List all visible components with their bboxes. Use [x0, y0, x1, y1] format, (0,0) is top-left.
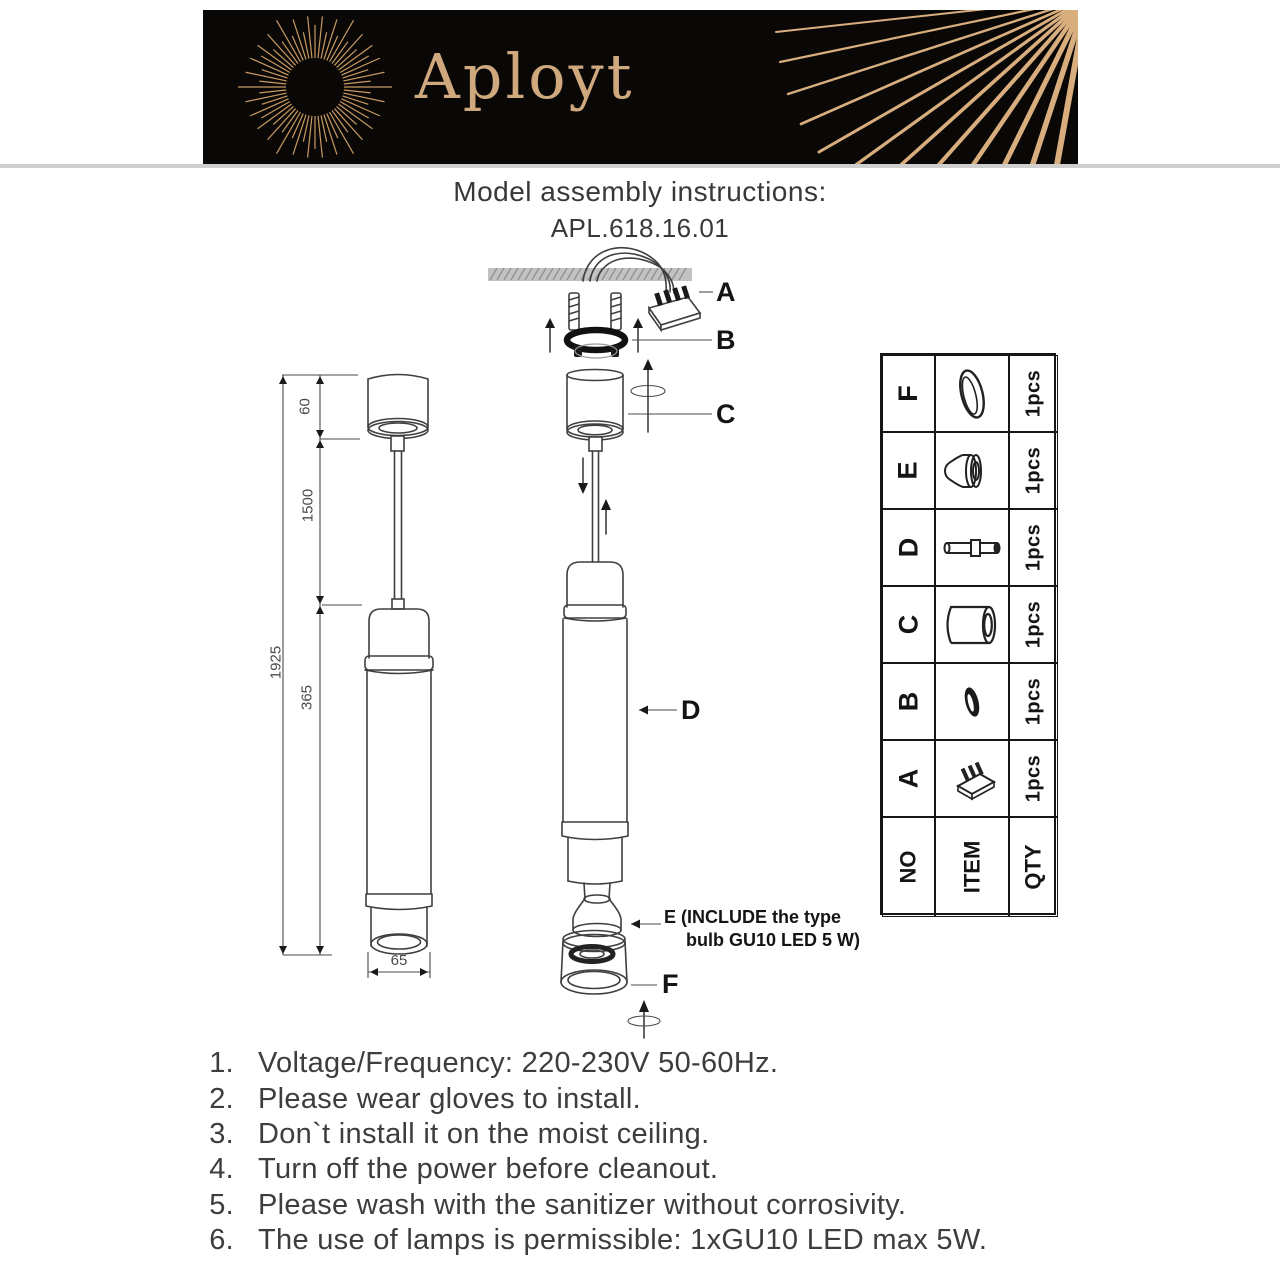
table-row-c-no: C [882, 586, 935, 663]
item-text: The use of lamps is permissible: 1xGU10 LED max 5W. [258, 1224, 988, 1257]
part-label-e-note [664, 906, 860, 952]
part-label-c: C [716, 399, 736, 429]
list-item [196, 1046, 1096, 1081]
model-number: APL.618.16.01 [550, 213, 730, 243]
left-pendant-drawing [365, 375, 433, 955]
wire-connector-icon [935, 740, 1009, 817]
item-text: Don`t install it on the moist ceiling. [258, 1117, 710, 1150]
table-row-f-qty: 1pcs [1009, 355, 1058, 432]
e-note-line2: bulb GU10 LED 5 W) [686, 930, 861, 950]
canopy [567, 370, 623, 452]
wall-anchors [569, 293, 621, 330]
table-row-b-qty: 1pcs [1009, 663, 1058, 740]
list-item [196, 1188, 1096, 1223]
table-row-a-no: A [882, 740, 935, 817]
part-label-b: B [716, 325, 736, 355]
item-number: 2. [209, 1082, 234, 1115]
item-text: Please wash with the sanitizer without corrosivity. [258, 1188, 907, 1221]
e-note-line1: E (INCLUDE the type [664, 907, 842, 927]
table-row-a-qty: 1pcs [1009, 740, 1058, 817]
table-header-item: ITEM [935, 817, 1009, 917]
dimension-canopy-height: 60 [296, 398, 314, 415]
decorative-ring-icon [935, 355, 1009, 432]
part-label-d: D [681, 695, 701, 725]
part-label-f: F [662, 969, 679, 999]
dimension-body-height: 365 [298, 684, 316, 711]
lamp-socket [573, 883, 621, 937]
mounting-ring-icon [935, 663, 1009, 740]
dimension-total-height: 1925 [267, 645, 285, 680]
lamp-socket-icon [935, 432, 1009, 509]
item-number: 6. [209, 1224, 234, 1257]
table-header-no: NO [882, 817, 935, 917]
brand-logo-text: Aployt [415, 40, 635, 113]
table-row-e-qty: 1pcs [1009, 432, 1058, 509]
table-row-b-no: B [882, 663, 935, 740]
item-number: 1. [209, 1047, 234, 1080]
item-text: Please wear gloves to install. [258, 1082, 641, 1115]
decorative-ring [561, 931, 627, 995]
table-row-f-no: F [882, 355, 935, 432]
mounting-ring [567, 330, 625, 358]
table-row-c-qty: 1pcs [1009, 586, 1058, 663]
pendant-tube-icon [935, 509, 1009, 586]
dimension-cable-length: 1500 [299, 488, 317, 523]
rotate-arrow-bottom [628, 1000, 660, 1038]
list-item [196, 1081, 1096, 1116]
lamp-body [562, 562, 628, 884]
instructions-list [196, 1046, 1096, 1258]
list-item [196, 1223, 1096, 1258]
item-number: 3. [209, 1117, 234, 1150]
page-title: Model assembly instructions: [453, 176, 827, 207]
part-label-a: A [716, 277, 736, 307]
table-header-qty: QTY [1009, 817, 1058, 917]
suspension-cable [578, 451, 611, 562]
item-number: 4. [209, 1153, 234, 1186]
item-number: 5. [209, 1188, 234, 1221]
list-item [196, 1117, 1096, 1152]
dimension-diameter: 65 [390, 952, 408, 969]
table-row-d-qty: 1pcs [1009, 509, 1058, 586]
item-text: Turn off the power before cleanout. [258, 1153, 719, 1186]
parts-table [880, 353, 1056, 915]
item-text: Voltage/Frequency: 220-230V 50-60Hz. [258, 1047, 779, 1080]
wire-connector [649, 285, 700, 330]
rotate-arrow-canopy [631, 359, 665, 432]
list-item [196, 1152, 1096, 1187]
canopy-icon [935, 586, 1009, 663]
table-row-e-no: E [882, 432, 935, 509]
table-row-d-no: D [882, 509, 935, 586]
